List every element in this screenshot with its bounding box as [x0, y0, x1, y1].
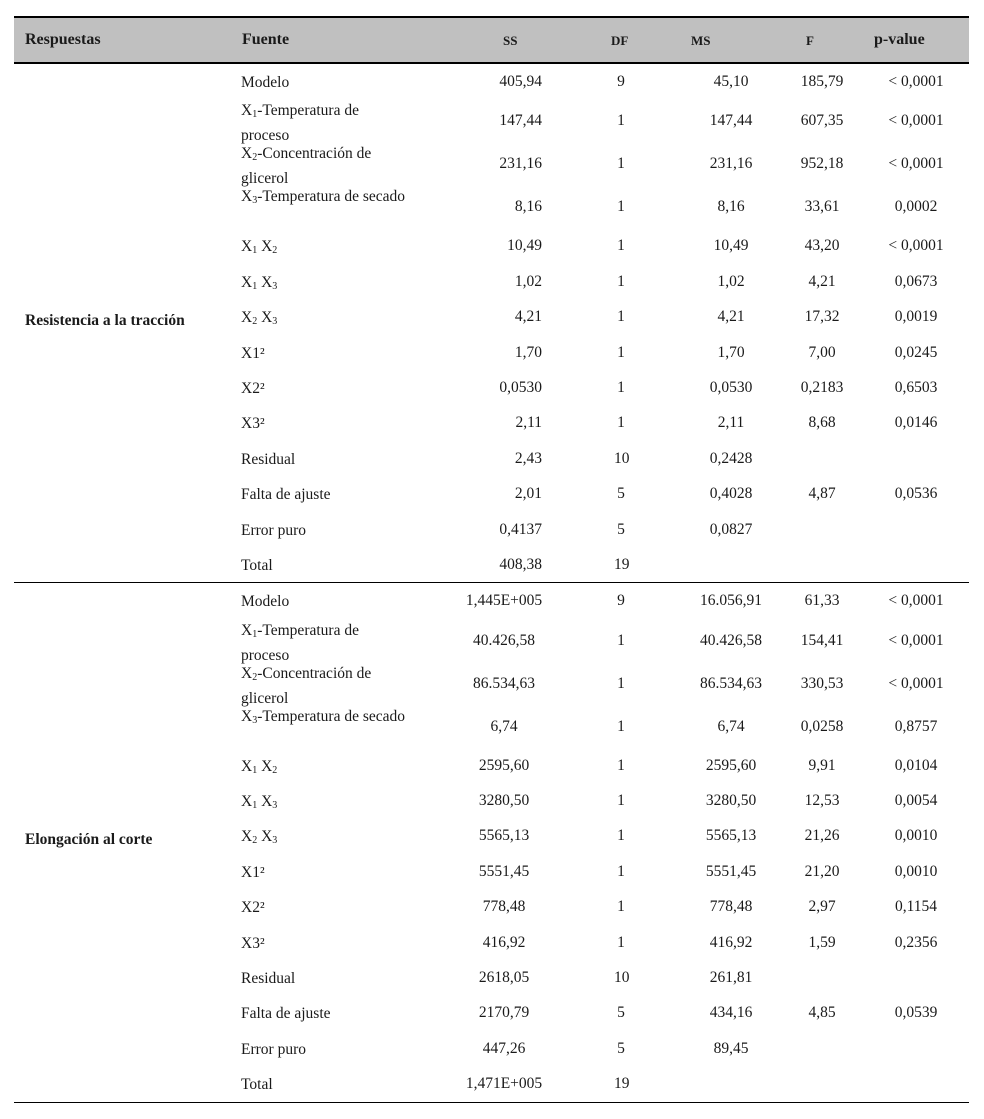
response-group — [14, 583, 969, 1102]
ss-cell: 0,4137 — [499, 520, 542, 538]
response-label: Resistencia a la tracción — [25, 311, 185, 329]
f-cell: 21,26 — [804, 827, 840, 845]
f-cell: 43,20 — [804, 237, 840, 255]
p-value-cell: 0,0019 — [894, 308, 938, 326]
ms-cell: 1,70 — [717, 343, 745, 361]
table-row — [14, 818, 969, 853]
source-cell: $X_3$-Temperatura de secado — [241, 707, 406, 726]
p-value-cell: 0,6503 — [894, 378, 938, 396]
p-value-cell: 0,2356 — [894, 933, 938, 951]
source-cell: X2² — [241, 899, 265, 917]
ss-cell: 447,26 — [482, 1039, 526, 1057]
df-cell: 1 — [617, 155, 625, 173]
p-value-cell: 0,0054 — [894, 792, 938, 810]
df-cell: 19 — [614, 1075, 630, 1093]
f-cell: 17,32 — [804, 308, 840, 326]
p-value-cell: < 0,0001 — [888, 73, 944, 90]
f-cell: 4,21 — [808, 272, 836, 290]
df-cell: 1 — [617, 631, 625, 649]
ms-cell: 1,02 — [717, 272, 745, 290]
source-cell: $X_2$-Concentración de glicerol — [241, 145, 372, 188]
header-p-value: p-value — [874, 31, 925, 48]
df-cell: 1 — [617, 898, 625, 916]
f-cell: 185,79 — [800, 73, 844, 90]
table-body — [14, 64, 969, 1103]
source-cell: $X_2$ $X_3$ — [241, 828, 278, 847]
ms-cell: 0,2428 — [709, 449, 753, 467]
table-row — [14, 889, 969, 924]
table-row — [14, 335, 969, 370]
source-cell: $X_1$ $X_3$ — [241, 793, 278, 812]
table-row — [14, 547, 969, 582]
ss-cell: 147,44 — [499, 112, 542, 130]
f-cell: 4,85 — [808, 1004, 836, 1022]
df-cell: 1 — [617, 237, 625, 255]
table-row — [14, 264, 969, 299]
table-row — [14, 854, 969, 889]
ss-cell: 1,445E+005 — [465, 592, 543, 610]
ss-cell: 408,38 — [499, 555, 542, 573]
table-header — [14, 16, 969, 64]
source-cell: Modelo — [241, 74, 290, 91]
f-cell: 12,53 — [804, 792, 840, 810]
df-cell: 1 — [617, 933, 625, 951]
source-cell: Error puro — [241, 1040, 306, 1058]
df-cell: 19 — [614, 555, 630, 573]
ss-cell: 5551,45 — [478, 862, 530, 880]
ms-cell: 4,21 — [717, 308, 745, 326]
source-cell: X3² — [241, 934, 265, 952]
p-value-cell: 0,0010 — [894, 827, 938, 845]
table-row — [14, 64, 969, 99]
df-cell: 5 — [617, 1039, 625, 1057]
table-row — [14, 705, 969, 748]
table-row — [14, 748, 969, 783]
df-cell: 1 — [617, 862, 625, 880]
p-value-cell: 0,0536 — [894, 485, 938, 503]
ss-cell: 2595,60 — [478, 756, 530, 774]
table-row — [14, 960, 969, 995]
f-cell: 4,87 — [808, 485, 836, 503]
response-label: Elongación al corte — [25, 830, 153, 848]
source-cell: $X_2$-Concentración de glicerol — [241, 664, 372, 707]
anova-table — [14, 16, 969, 1103]
source-cell: X3² — [241, 415, 265, 433]
ms-cell: 231,16 — [709, 155, 753, 173]
ss-cell: 1,471E+005 — [465, 1075, 543, 1093]
ss-cell: 2,11 — [515, 414, 542, 432]
f-cell: 330,53 — [800, 674, 844, 692]
ms-cell: 40.426,58 — [700, 631, 762, 649]
ss-cell: 2,43 — [514, 449, 542, 467]
ss-cell: 86.534,63 — [473, 674, 535, 692]
f-cell: 33,61 — [804, 198, 840, 216]
f-cell: 8,68 — [808, 414, 836, 432]
ss-cell: 10,49 — [507, 237, 542, 255]
ms-cell: 261,81 — [709, 969, 753, 987]
table-row — [14, 185, 969, 228]
source-cell: $X_1$-Temperatura de proceso — [241, 102, 359, 145]
ms-cell: 5565,13 — [705, 827, 757, 845]
df-cell: 1 — [617, 756, 625, 774]
p-value-cell: 0,0002 — [894, 198, 938, 216]
f-cell: 154,41 — [800, 631, 844, 649]
ms-cell: 3280,50 — [705, 792, 757, 810]
df-cell: 1 — [617, 198, 625, 216]
df-cell: 1 — [617, 272, 625, 290]
table-row — [14, 583, 969, 618]
df-cell: 1 — [617, 827, 625, 845]
source-cell: $X_1$ $X_3$ — [241, 273, 278, 292]
source-cell: Residual — [241, 970, 296, 988]
ms-cell: 10,49 — [713, 237, 749, 255]
ss-cell: 8,16 — [514, 198, 542, 216]
table-row — [14, 995, 969, 1030]
ss-cell: 1,70 — [514, 343, 542, 361]
df-cell: 5 — [617, 1004, 625, 1022]
header-df: DF — [611, 33, 629, 48]
source-cell: $X_2$ $X_3$ — [241, 309, 278, 328]
header-fuente: Fuente — [242, 31, 290, 48]
ss-cell: 1,02 — [514, 272, 542, 290]
ms-cell: 0,0827 — [709, 520, 753, 538]
table-row — [14, 299, 969, 334]
ms-cell: 2,11 — [717, 414, 745, 432]
df-cell: 10 — [614, 969, 630, 987]
header-f: F — [806, 33, 814, 48]
f-cell: 2,97 — [808, 898, 836, 916]
df-cell: 1 — [617, 717, 625, 735]
df-cell: 5 — [617, 520, 625, 538]
table-row — [14, 619, 969, 662]
p-value-cell: < 0,0001 — [888, 237, 944, 255]
ms-cell: 45,10 — [713, 73, 749, 90]
df-cell: 9 — [617, 592, 625, 610]
p-value-cell: < 0,0001 — [888, 592, 944, 610]
ss-cell: 2170,79 — [478, 1004, 530, 1022]
table-row — [14, 476, 969, 511]
source-cell: X1² — [241, 344, 265, 362]
ms-cell: 89,45 — [713, 1039, 749, 1057]
header-respuestas: Respuestas — [25, 31, 101, 48]
p-value-cell: 0,0104 — [894, 756, 938, 774]
f-cell: 61,33 — [804, 592, 840, 610]
ms-cell: 778,48 — [709, 898, 753, 916]
header-ms: MS — [691, 33, 711, 48]
df-cell: 1 — [617, 792, 625, 810]
source-cell: X1² — [241, 863, 265, 881]
p-value-cell: 0,1154 — [894, 898, 938, 916]
df-cell: 9 — [617, 73, 625, 90]
source-cell: Modelo — [241, 593, 290, 611]
ss-cell: 40.426,58 — [473, 631, 535, 649]
ms-cell: 86.534,63 — [700, 674, 762, 692]
source-cell: Total — [241, 1076, 273, 1094]
ss-cell: 231,16 — [499, 155, 542, 173]
ss-cell: 2618,05 — [478, 969, 530, 987]
source-cell: Residual — [241, 450, 296, 468]
source-cell: $X_3$-Temperatura de secado — [241, 188, 406, 207]
df-cell: 1 — [617, 308, 625, 326]
ss-cell: 2,01 — [514, 485, 542, 503]
ms-cell: 147,44 — [709, 112, 753, 130]
ss-cell: 6,74 — [490, 717, 518, 735]
table-row — [14, 1066, 969, 1101]
table-row — [14, 512, 969, 547]
source-cell: $X_1$-Temperatura de proceso — [241, 621, 359, 664]
table-row — [14, 370, 969, 405]
header-ss: SS — [503, 33, 518, 48]
ms-cell: 0,0530 — [709, 378, 753, 396]
df-cell: 10 — [614, 449, 630, 467]
ms-cell: 434,16 — [709, 1004, 753, 1022]
f-cell: 1,59 — [808, 933, 836, 951]
f-cell: 952,18 — [800, 155, 844, 173]
ss-cell: 4,21 — [514, 308, 542, 326]
ss-cell: 416,92 — [482, 933, 526, 951]
p-value-cell: < 0,0001 — [888, 112, 944, 130]
ss-cell: 3280,50 — [478, 792, 530, 810]
table-row — [14, 925, 969, 960]
source-cell: $X_1$ $X_2$ — [241, 757, 278, 776]
table-row — [14, 99, 969, 145]
p-value-cell: < 0,0001 — [888, 631, 944, 649]
ms-cell: 416,92 — [709, 933, 753, 951]
p-value-cell: 0,0539 — [894, 1004, 938, 1022]
ss-cell: 5565,13 — [478, 827, 530, 845]
ms-cell: 0,4028 — [709, 485, 753, 503]
df-cell: 1 — [617, 378, 625, 396]
source-cell: Error puro — [241, 521, 306, 539]
ss-cell: 405,94 — [499, 73, 542, 90]
f-cell: 21,20 — [804, 862, 840, 880]
source-cell: Falta de ajuste — [241, 1005, 331, 1023]
f-cell: 9,91 — [808, 756, 836, 774]
table-row — [14, 228, 969, 263]
source-cell: Falta de ajuste — [241, 486, 331, 504]
source-cell: X2² — [241, 379, 265, 397]
ss-cell: 0,0530 — [499, 378, 542, 396]
table-row — [14, 1031, 969, 1066]
df-cell: 1 — [617, 343, 625, 361]
p-value-cell: 0,8757 — [894, 717, 938, 735]
df-cell: 1 — [617, 414, 625, 432]
df-cell: 1 — [617, 674, 625, 692]
p-value-cell: 0,0673 — [894, 272, 938, 290]
response-group — [14, 64, 969, 583]
f-cell: 0,2183 — [800, 378, 844, 396]
ms-cell: 6,74 — [717, 717, 745, 735]
ms-cell: 16.056,91 — [700, 592, 762, 610]
table-row — [14, 142, 969, 188]
table-row — [14, 405, 969, 440]
ms-cell: 2595,60 — [705, 756, 757, 774]
f-cell: 607,35 — [800, 112, 844, 130]
ms-cell: 8,16 — [717, 198, 745, 216]
p-value-cell: < 0,0001 — [888, 155, 944, 173]
table-row — [14, 662, 969, 705]
df-cell: 5 — [617, 485, 625, 503]
source-cell: $X_1$ $X_2$ — [241, 238, 278, 257]
df-cell: 1 — [617, 112, 625, 130]
ss-cell: 778,48 — [482, 898, 526, 916]
f-cell: 7,00 — [808, 343, 836, 361]
p-value-cell: < 0,0001 — [888, 674, 944, 692]
p-value-cell: 0,0245 — [894, 343, 938, 361]
ms-cell: 5551,45 — [705, 862, 757, 880]
p-value-cell: 0,0010 — [894, 862, 938, 880]
table-row — [14, 783, 969, 818]
p-value-cell: 0,0146 — [894, 414, 938, 432]
table-row — [14, 441, 969, 476]
source-cell: Total — [241, 556, 273, 574]
f-cell: 0,0258 — [800, 717, 844, 735]
